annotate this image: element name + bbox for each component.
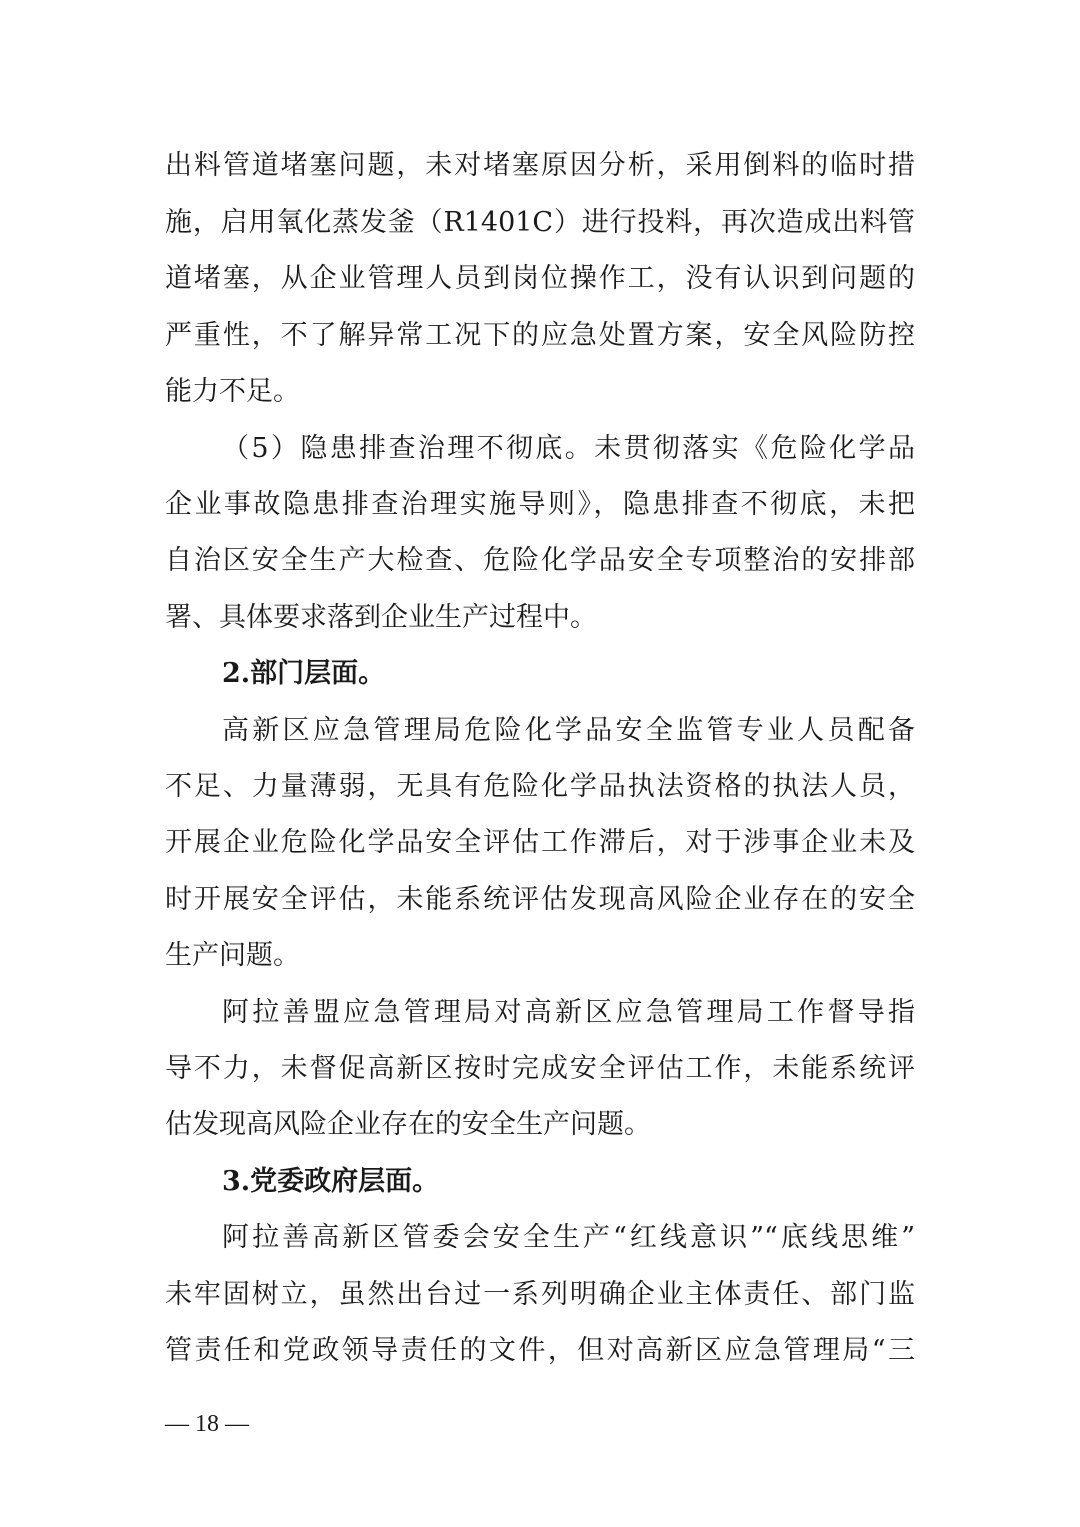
text-line: 管责任和党政领导责任的文件，但对高新区应急管理局“三 <box>165 1335 915 1366</box>
text-line: 生产问题。 <box>165 940 300 971</box>
text-line: 严重性，不了解异常工况下的应急处置方案，安全风险防控 <box>165 320 915 351</box>
text-line: 不足、力量薄弱，无具有危险化学品执法资格的执法人员， <box>165 771 915 802</box>
text-line: 时开展安全评估，未能系统评估发现高风险企业存在的安全 <box>165 884 915 915</box>
page-number: — 18 — <box>165 1411 249 1437</box>
paragraph-start-line: 阿拉善盟应急管理局对高新区应急管理局工作督导指 <box>222 997 915 1028</box>
text-line: 施，启用氧化蒸发釜（R1401C）进行投料，再次造成出料管 <box>165 207 915 238</box>
text-line: 估发现高风险企业存在的安全生产问题。 <box>165 1109 651 1140</box>
text-line: 署、具体要求落到企业生产过程中。 <box>165 602 597 633</box>
text-line: 企业事故隐患排查治理实施导则》，隐患排查不彻底，未把 <box>165 489 915 520</box>
text-line: 未牢固树立，虽然出台过一系列明确企业主体责任、部门监 <box>165 1279 915 1310</box>
section-heading: 2.部门层面。 <box>222 658 386 689</box>
paragraph-start-line: 高新区应急管理局危险化学品安全监管专业人员配备 <box>222 715 915 746</box>
text-line: 开展企业危险化学品安全评估工作滞后，对于涉事企业未及 <box>165 827 915 858</box>
text-line: 道堵塞，从企业管理人员到岗位操作工，没有认识到问题的 <box>165 263 915 294</box>
text-line: 能力不足。 <box>165 376 300 407</box>
text-line: 导不力，未督促高新区按时完成安全评估工作，未能系统评 <box>165 1053 915 1084</box>
section-heading: 3.党委政府层面。 <box>222 1166 440 1197</box>
paragraph-start-line: （5）隐患排查治理不彻底。未贯彻落实《危险化学品 <box>222 433 915 464</box>
text-line: 出料管道堵塞问题，未对堵塞原因分析，采用倒料的临时措 <box>165 150 915 181</box>
paragraph-start-line: 阿拉善高新区管委会安全生产“红线意识”“底线思维” <box>222 1222 915 1253</box>
text-line: 自治区安全生产大检查、危险化学品安全专项整治的安排部 <box>165 545 915 576</box>
